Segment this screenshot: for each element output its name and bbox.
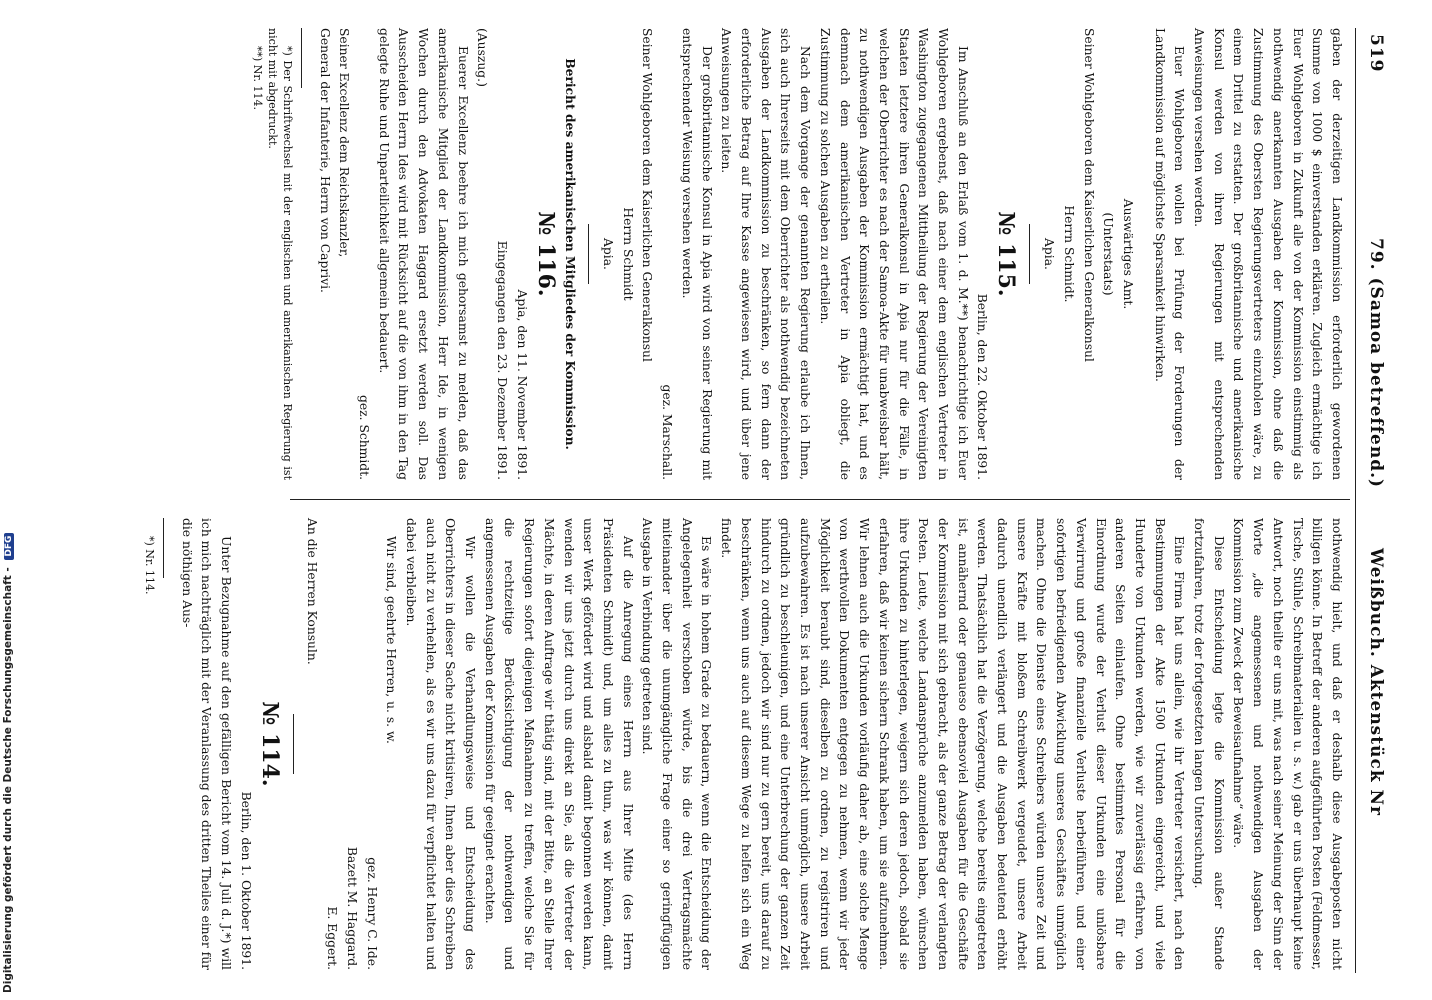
addressee: General der Infanterie, Herrn von Caprivi. [317, 28, 332, 293]
signature-dept: (Unterstaats) [1101, 212, 1116, 296]
document-number: № 115. [993, 211, 1020, 297]
separator-rule [293, 714, 294, 774]
header-rule [1355, 28, 1356, 973]
sheet-mark: 79. (Samoa betreffend.) [1366, 238, 1386, 489]
addressee: Apia. [601, 238, 616, 270]
paragraph: gaben der derzeitigen Landkommission erforderlich gewordenen Summe von 1000 $ einverstanden erklären. Zugleich ermächtige ich Euer Wohlgeboren in Zukunft alle von der Kommission einstimmig als nothwendig anerkannten Ausgaben der Kommission, ohne daß die Zustimmung des Obersten Regierungsvertreters einzuholen wäre, zu einem Drittel zu erstatten. Der großbritannische und amerikanische Konsul werden von ihren Regierungen mit entsprechenden Anweisungen versehen werden. [1192, 28, 1344, 480]
credit-text: Digitalisierung gefördert durch die Deutsche Forschungsgemeinschaft - [2, 567, 14, 993]
signature-office: Auswärtiges Amt. [1120, 198, 1135, 310]
document-number: № 116. [532, 211, 559, 297]
received-line: Eingegangen den 23. Dezember 1891. [494, 240, 509, 480]
paragraph: Wir wollen die Verhandlungsweise und Entscheidung des Oberrichters in dieser Sache nicht kritisiren, Ihnen aber dies Schreiben auch nicht zu verhehlen, als es wir uns dazu für verpflichtet halten und dabei verbleiben. [403, 518, 478, 970]
footnote: *) Nr. 114. [142, 536, 156, 595]
text-column-first [250, 28, 1346, 480]
addressee: Seiner Wohlgeboren dem Kaiserlichen Generalkonsul [1081, 28, 1096, 362]
paragraph: Wir sind, geehrte Herren, u. s. w. [384, 536, 399, 744]
addressee: Herrn Schmidt. [1061, 205, 1076, 303]
signature: E. Eggert. [325, 906, 340, 970]
paragraph: nothwendig hielt, und daß er deshalb diese Ausgabeposten nicht billigen könne. In Betreff der anderen aufgeführten Posten (Feldmesser, Tische, Stühle, Schreibmaterialien u. s. w.) gab er uns überhaupt keine Antwort, noch theilte er uns mit, was nach seiner Meinung der Sinn der Worte „die angemessenen und nothwendigen Ausgaben der Kommission zum Zweck der Beweisaufnahme“ wäre. [1231, 518, 1344, 970]
footnote-rule [301, 28, 302, 88]
separator-rule [588, 224, 589, 284]
addressee: Seiner Excellenz dem Reichskanzler, [337, 28, 352, 258]
dfg-logo: DFG [4, 533, 14, 560]
dateline: Apia, den 11. November 1891. [514, 289, 529, 480]
footnote-rule [163, 518, 164, 578]
separator-rule [1029, 224, 1030, 284]
paragraph: Auf die Anregung eines Herrn aus Ihrer Mitte (des Herrn Präsidenten Schmidt) und, um alles zu thun, was wir können, damit unser Werk gefördert wird und alsbald damit begonnen werden kann, wenden wir uns jetzt durch uns direkt an Sie, als die Vertreter der Mächte, in deren Auftrage wir thätig sind, mit der Bitte, an Stelle Ihrer Regierungen sofort diejenigen Maßnahmen zu treffen, welche Sie für die rechtzeitige Berücksichtigung der nothwendigen und angemessenen Ausgaben der Kommission für geeignet erachten. [482, 518, 635, 970]
text-column-second [142, 518, 1346, 970]
paragraph: Der großbritannische Konsul in Apia wird von seiner Regierung mit entsprechender Weisung versehen werden. [679, 28, 714, 480]
paragraph: Unter Bezugnahme auf den gefälligen Bericht vom 14. Juli d. J.*) will ich mich nachträglich mit der Veranlassung des dritten Theiles einer für die nöthigen Aus- [179, 518, 234, 971]
paragraph: Diese Entscheidung legte die Kommission außer Stande fortzufahren, trotz der fortgesetzten langen Untersuchung. [1192, 518, 1226, 970]
paragraph: Im Anschluß an den Erlaß vom 1. d. M.**) benachrichtige ich Euer Wohlgeboren ergebenst, daß nach einer dem englischen Vertreter in Washington zugegangenen Mittheilung der Regierung der Vereinigten Staaten letztere ihren Generalkonsul in Apia nur für die Fälle, in welchen der Oberrichter es nach der Samoa-Akte für unabweisbar hält, zu nothwendigen Ausgaben der Kommission ermächtigt hat, und es demnach dem amerikanischen Vertreter in Apia obliegt, die Zustimmung zu solchen Ausgaben zu ertheilen. [817, 28, 970, 480]
footnote: *) Der Schriftwechsel mit der englischen und amerikanischen Regierung ist nicht mit abgedruckt. [265, 28, 294, 480]
section-heading: Bericht des amerikanischen Mitgliedes der Kommission. [563, 58, 579, 450]
digitization-credit [2, 0, 22, 993]
document-number: № 114. [256, 701, 283, 787]
addressee: Herrn Schmidt [620, 207, 635, 301]
excerpt-tag: (Auszug.) [475, 28, 490, 87]
signature: gez. Schmidt. [357, 395, 372, 480]
signature: gez. Marschall. [660, 384, 675, 480]
column-divider [290, 499, 1350, 500]
paragraph: Euer Wohlgeboren wollen bei Prüfung der Forderungen der Landkommission auf möglichste Sparsamkeit hinwirken. [1152, 28, 1187, 480]
document-page [30, 28, 1386, 973]
paragraph: Euerer Excellenz beehre ich mich gehorsamst zu melden, daß das amerikanische Mitglied der Landkommission, Herr Ide, in wenigen Wochen durch den Advokaten Haggard ersetzt werden soll. Das Ausscheiden Herrn Ides wird mit Rücksicht auf die von ihm in den Tag gelegte Ruhe und Unparteilichkeit allgemein bedauert. [376, 28, 470, 480]
addressee: An die Herren Konsuln. [305, 518, 320, 665]
addressee: Seiner Wohlgeboren dem Kaiserlichen Generalkonsul [640, 28, 655, 362]
dateline: Berlin, den 22. Oktober 1891. [975, 293, 990, 480]
paragraph: Eine Firma hat uns allein, wie ihr Vertreter versichert, nach den Bestimmungen der Akte 1500 Urkunden eingereicht, und viele Hunderte von Urkunden werden, wie wir zuverlässig erfahren, von anderen Seiten einlaufen. Ohne bestimmtes Personal für die Einordnung wurde der Verlust dieser Urkunden eine unlösbare Verwirrung und große finanzielle Verluste herbeiführen, und einer sofortigen befriedigenden Abwicklung unseres Geschäftes unmöglich machen. Ohne die Dienste eines Schreibers würden unsere Zeit und unsere Kräfte mit bloßem Schreibwerk vergeudet, unsere Arbeit dadurch unendlich verlängert und die Ausgaben bedeutend erhöht werden. Thatsächlich hat die Verzögerung, welche bereits eingetreten ist, annähernd oder genaueso ebensoviel Ausgaben für die Geschäfte der Kommission mit sich gebracht, als der ganze Betrag der verlangten Posten. Leute, welche Landansprüche anzumelden haben, wünschen ihre Urkunden zu hinterlegen, weigern sich deren jedoch, sobald sie erfahren, daß wir keinen sichern Schrank haben, um sie aufzunehmen. Wir lehnen auch die Urkunden vorläufig daher ab, eine solche Menge von werthvollen Dokumenten entgegen zu nehmen, wenn wir jeder Möglichkeit beraubt sind, dieselben zu ordnen, zu registriren und aufzubewahren. Es ist nach unserer Ansicht unmöglich, unsere Arbeit gründlich zu beschleunigen, und eine Unterbrechung der ganzen Zeit hindurch zu ordnen, jedoch wir sind nur zu gern bereit, uns darauf zu beschränken, wenn uns auch auf diesem Wege zu helfen sich ein Weg findet. [719, 518, 1187, 970]
addressee: Apia. [1042, 238, 1057, 270]
paragraph: Nach dem Vorgange der genannten Regierung erlaube ich Ihnen, sich auch Ihrerseits mit dem Oberrichter als nothwendig bezeichneten Ausgaben der Landkommission zu beschränken, so fern dann der erforderliche Betrag auf Ihre Kasse angewiesen wird, und über jene Anweisungen zu leiten. [719, 28, 813, 480]
running-title: Weißbuch. Aktenstück Nr [1366, 548, 1386, 817]
footnote: **) Nr. 114. [250, 46, 264, 110]
signature: gez. Henry C. Ide. [364, 857, 379, 970]
signature: Bazett M. Haggard. [344, 846, 359, 970]
paragraph: Es wäre in hohem Grade zu bedauern, wenn die Entscheidung der Angelegenheit verschoben würde, bis die drei Vertragsmächte miteinander über die unumgängliche Frage einer so geringfügigen Ausgabe in Verbindung getreten sind. [640, 518, 714, 970]
page-number: 519 [1366, 34, 1386, 73]
dateline: Berlin, den 1. Oktober 1891. [238, 791, 253, 970]
page-header [1360, 28, 1386, 973]
